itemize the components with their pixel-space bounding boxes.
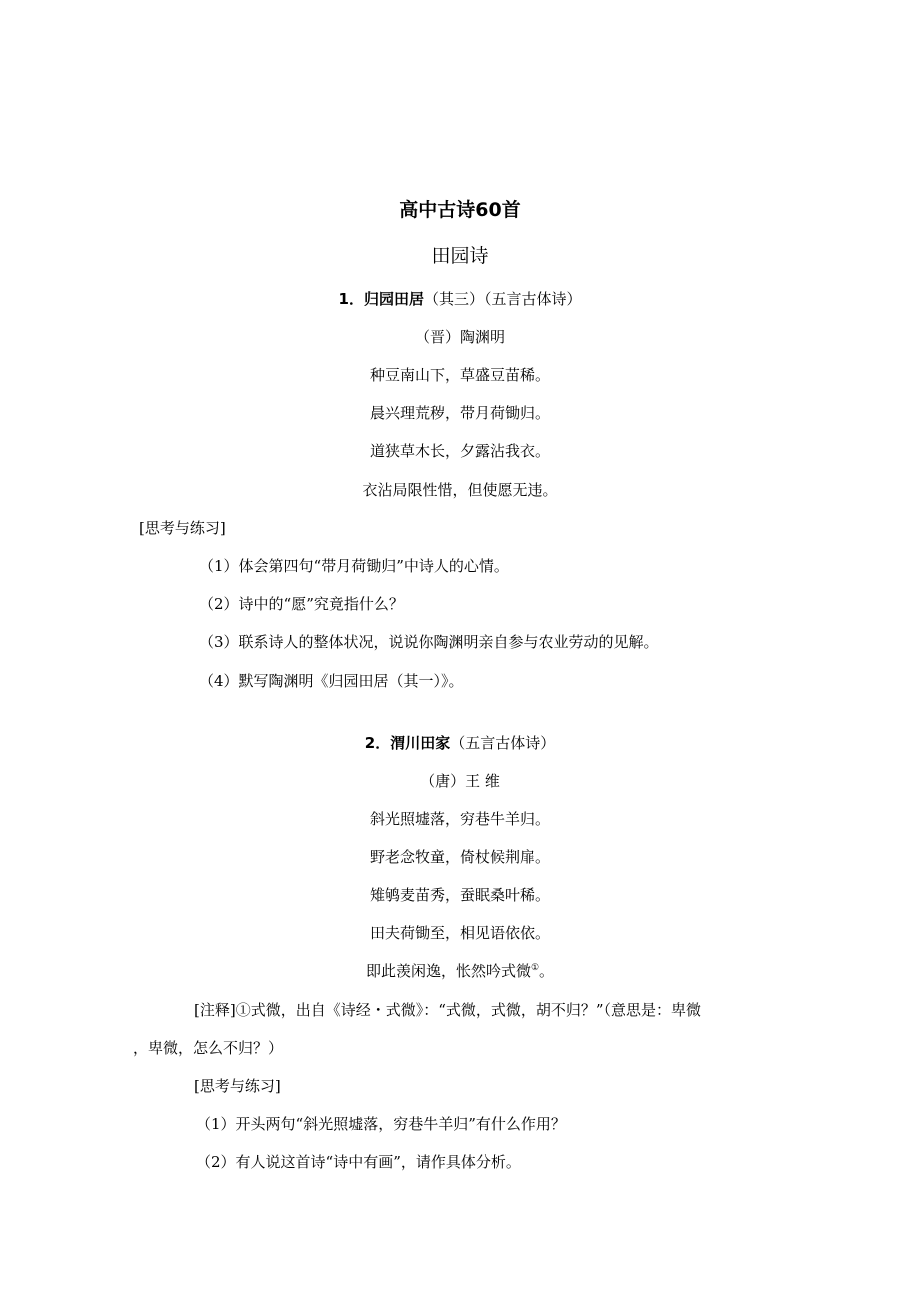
poem1-exercise-heading: [思考与练习] [139, 519, 226, 537]
poem2-note-line: [注释]①式微，出自《诗经・式微》：“式微，式微，胡不归？”（意思是：卑微 [194, 1001, 702, 1019]
poem1-number: 1． [338, 290, 364, 308]
poem2-last-line-end: 。 [539, 962, 555, 980]
poem1-subtitle: （其三）（五言古体诗） [423, 290, 582, 308]
poem1-name: 归园田居 [363, 290, 424, 308]
poem1-line: 衣沾局限性惜，但使愿无违。 [362, 481, 558, 499]
poem1-question: （4）默写陶渊明《归园田居（其一）》。 [199, 672, 464, 690]
poem2-number: 2． [364, 734, 391, 752]
poem1-line: 道狭草木长，夕露沾我衣。 [369, 442, 550, 460]
poem2-last-line-text: 即此羡闲逸，怅然吟式微 [365, 962, 531, 980]
poem2-line: 田夫荷锄至，相见语依依。 [369, 924, 550, 942]
poem1-question: （3）联系诗人的整体状况，说说你陶渊明亲自参与农业劳动的见解。 [199, 633, 659, 651]
poem2-heading [0, 733, 920, 753]
poem1-line: 晨兴理荒秽，带月荷锄归。 [369, 404, 550, 422]
poem1-line: 种豆南山下，草盛豆苗稀。 [369, 366, 550, 384]
poem2-line: 野老念牧童，倚杖候荆扉。 [369, 848, 550, 866]
poem1-author: （晋）陶渊明 [414, 328, 505, 346]
poem2-author: （唐）王 维 [420, 772, 500, 790]
page-title: 高中古诗60首 [399, 199, 521, 221]
poem1-question: （1）体会第四句“带月荷锄归”中诗人的心情。 [199, 557, 509, 575]
poem2-question: （1）开头两句“斜光照墟落，穷巷牛羊归”有什么作用？ [196, 1115, 566, 1133]
poem1-question: （2）诗中的“愿”究竟指什么？ [199, 595, 404, 613]
section-title: 田园诗 [431, 245, 489, 267]
poem1-heading [0, 289, 920, 309]
footnote-mark: ① [530, 963, 540, 973]
poem2-subtitle: （五言古体诗） [450, 734, 556, 752]
poem2-question: （2）有人说这首诗“诗中有画”，请作具体分析。 [196, 1153, 521, 1171]
poem2-line: 雉鸲麦苗秀，蚕眠桑叶稀。 [369, 886, 550, 904]
poem2-name: 渭川田家 [390, 734, 451, 752]
poem2-note-line: ，卑微，怎么不归？） [133, 1039, 284, 1057]
poem2-last-line [0, 961, 920, 981]
poem2-exercise-heading: [思考与练习] [194, 1077, 281, 1095]
poem2-line: 斜光照墟落，穷巷牛羊归。 [369, 810, 550, 828]
